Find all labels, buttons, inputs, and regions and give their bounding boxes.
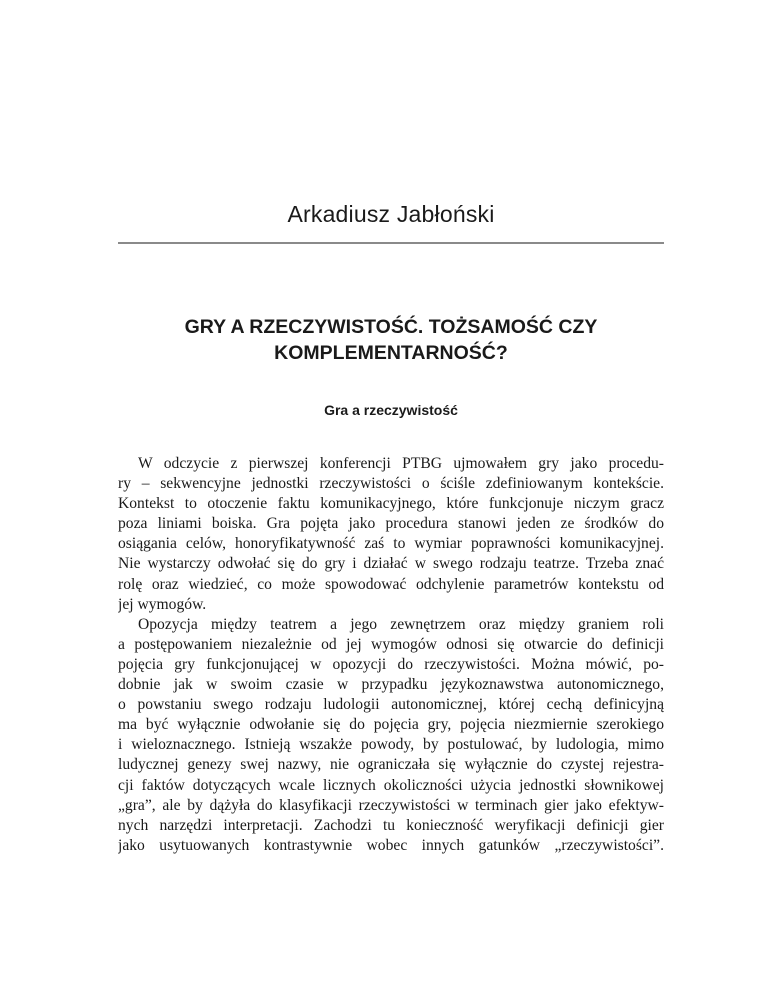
text-line: osiągania celów, honoryfikatywność zaś to wymiar poprawności komunikacyjnej. — [118, 535, 664, 553]
section-heading: Gra a rzeczywistość — [324, 402, 458, 418]
text-line: jej wymogów. — [118, 595, 207, 613]
text-line: poza liniami boiska. Gra pojęta jako procedura stanowi jeden ze środków do — [118, 515, 664, 533]
article-body — [118, 454, 664, 856]
author-divider — [118, 242, 664, 244]
paragraph — [118, 615, 664, 856]
text-line: ry – sekwencyjne jednostki rzeczywistości o ściśle zdefiniowanym kontekście. — [118, 475, 664, 493]
text-line: Kontekst to otoczenie faktu komunikacyjnego, które funkcjonuje niczym gracz — [118, 495, 664, 513]
text-line: nych narzędzi interpretacji. Zachodzi tu konieczność weryfikacji definicji gier — [118, 816, 664, 834]
text-line: W odczycie z pierwszej konferencji PTBG ujmowałem gry jako procedu- — [138, 455, 664, 472]
text-line: dobnie jak w swoim czasie w przypadku językoznawstwa autonomicznego, — [118, 676, 664, 694]
article-title-line: GRY A RZECZYWISTOŚĆ. TOŻSAMOŚĆ CZY — [184, 316, 598, 338]
text-line: „gra”, ale by dążyła do klasyfikacji rzeczywistości w terminach gier jako efektyw- — [118, 796, 664, 814]
text-line: ma być wyłącznie odwołanie się do pojęcia gry, pojęcia niezmiernie szerokiego — [118, 716, 664, 734]
author-name: Arkadiusz Jabłoński — [287, 201, 495, 227]
text-line: ludycznej genezy swej nazwy, nie ograniczała się wyłącznie do czystej rejestra- — [118, 756, 664, 774]
text-line: i wieloznacznego. Istnieją wszakże powody, by postulować, by ludologia, mimo — [118, 736, 664, 754]
text-line: a postępowaniem niezależnie od jej wymogów odnosi się otwarcie do definicji — [118, 635, 664, 653]
text-line: rolę oraz wiedzieć, co może spowodować odchylenie parametrów kontekstu od — [118, 575, 664, 593]
article-title-line: KOMPLEMENTARNOŚĆ? — [274, 342, 508, 364]
paragraph — [118, 454, 664, 615]
text-line: cji faktów dotyczących wcale licznych okoliczności użycia jednostki słownikowej — [118, 776, 664, 794]
text-line: jako usytuowanych kontrastywnie wobec innych gatunków „rzeczywistości”. — [118, 836, 664, 854]
text-line: Opozycja między teatrem a jego zewnętrzem oraz między graniem roli — [138, 615, 664, 633]
article-title — [118, 314, 664, 366]
text-line: pojęcia gry funkcjonującej w opozycji do rzeczywistości. Można mówić, po- — [118, 655, 664, 673]
text-line: o powstaniu swego rodzaju ludologii autonomicznej, której cechą definicyjną — [118, 696, 664, 714]
text-line: Nie wystarczy odwołać się do gry i działać w swego rodzaju teatrze. Trzeba znać — [118, 555, 664, 573]
